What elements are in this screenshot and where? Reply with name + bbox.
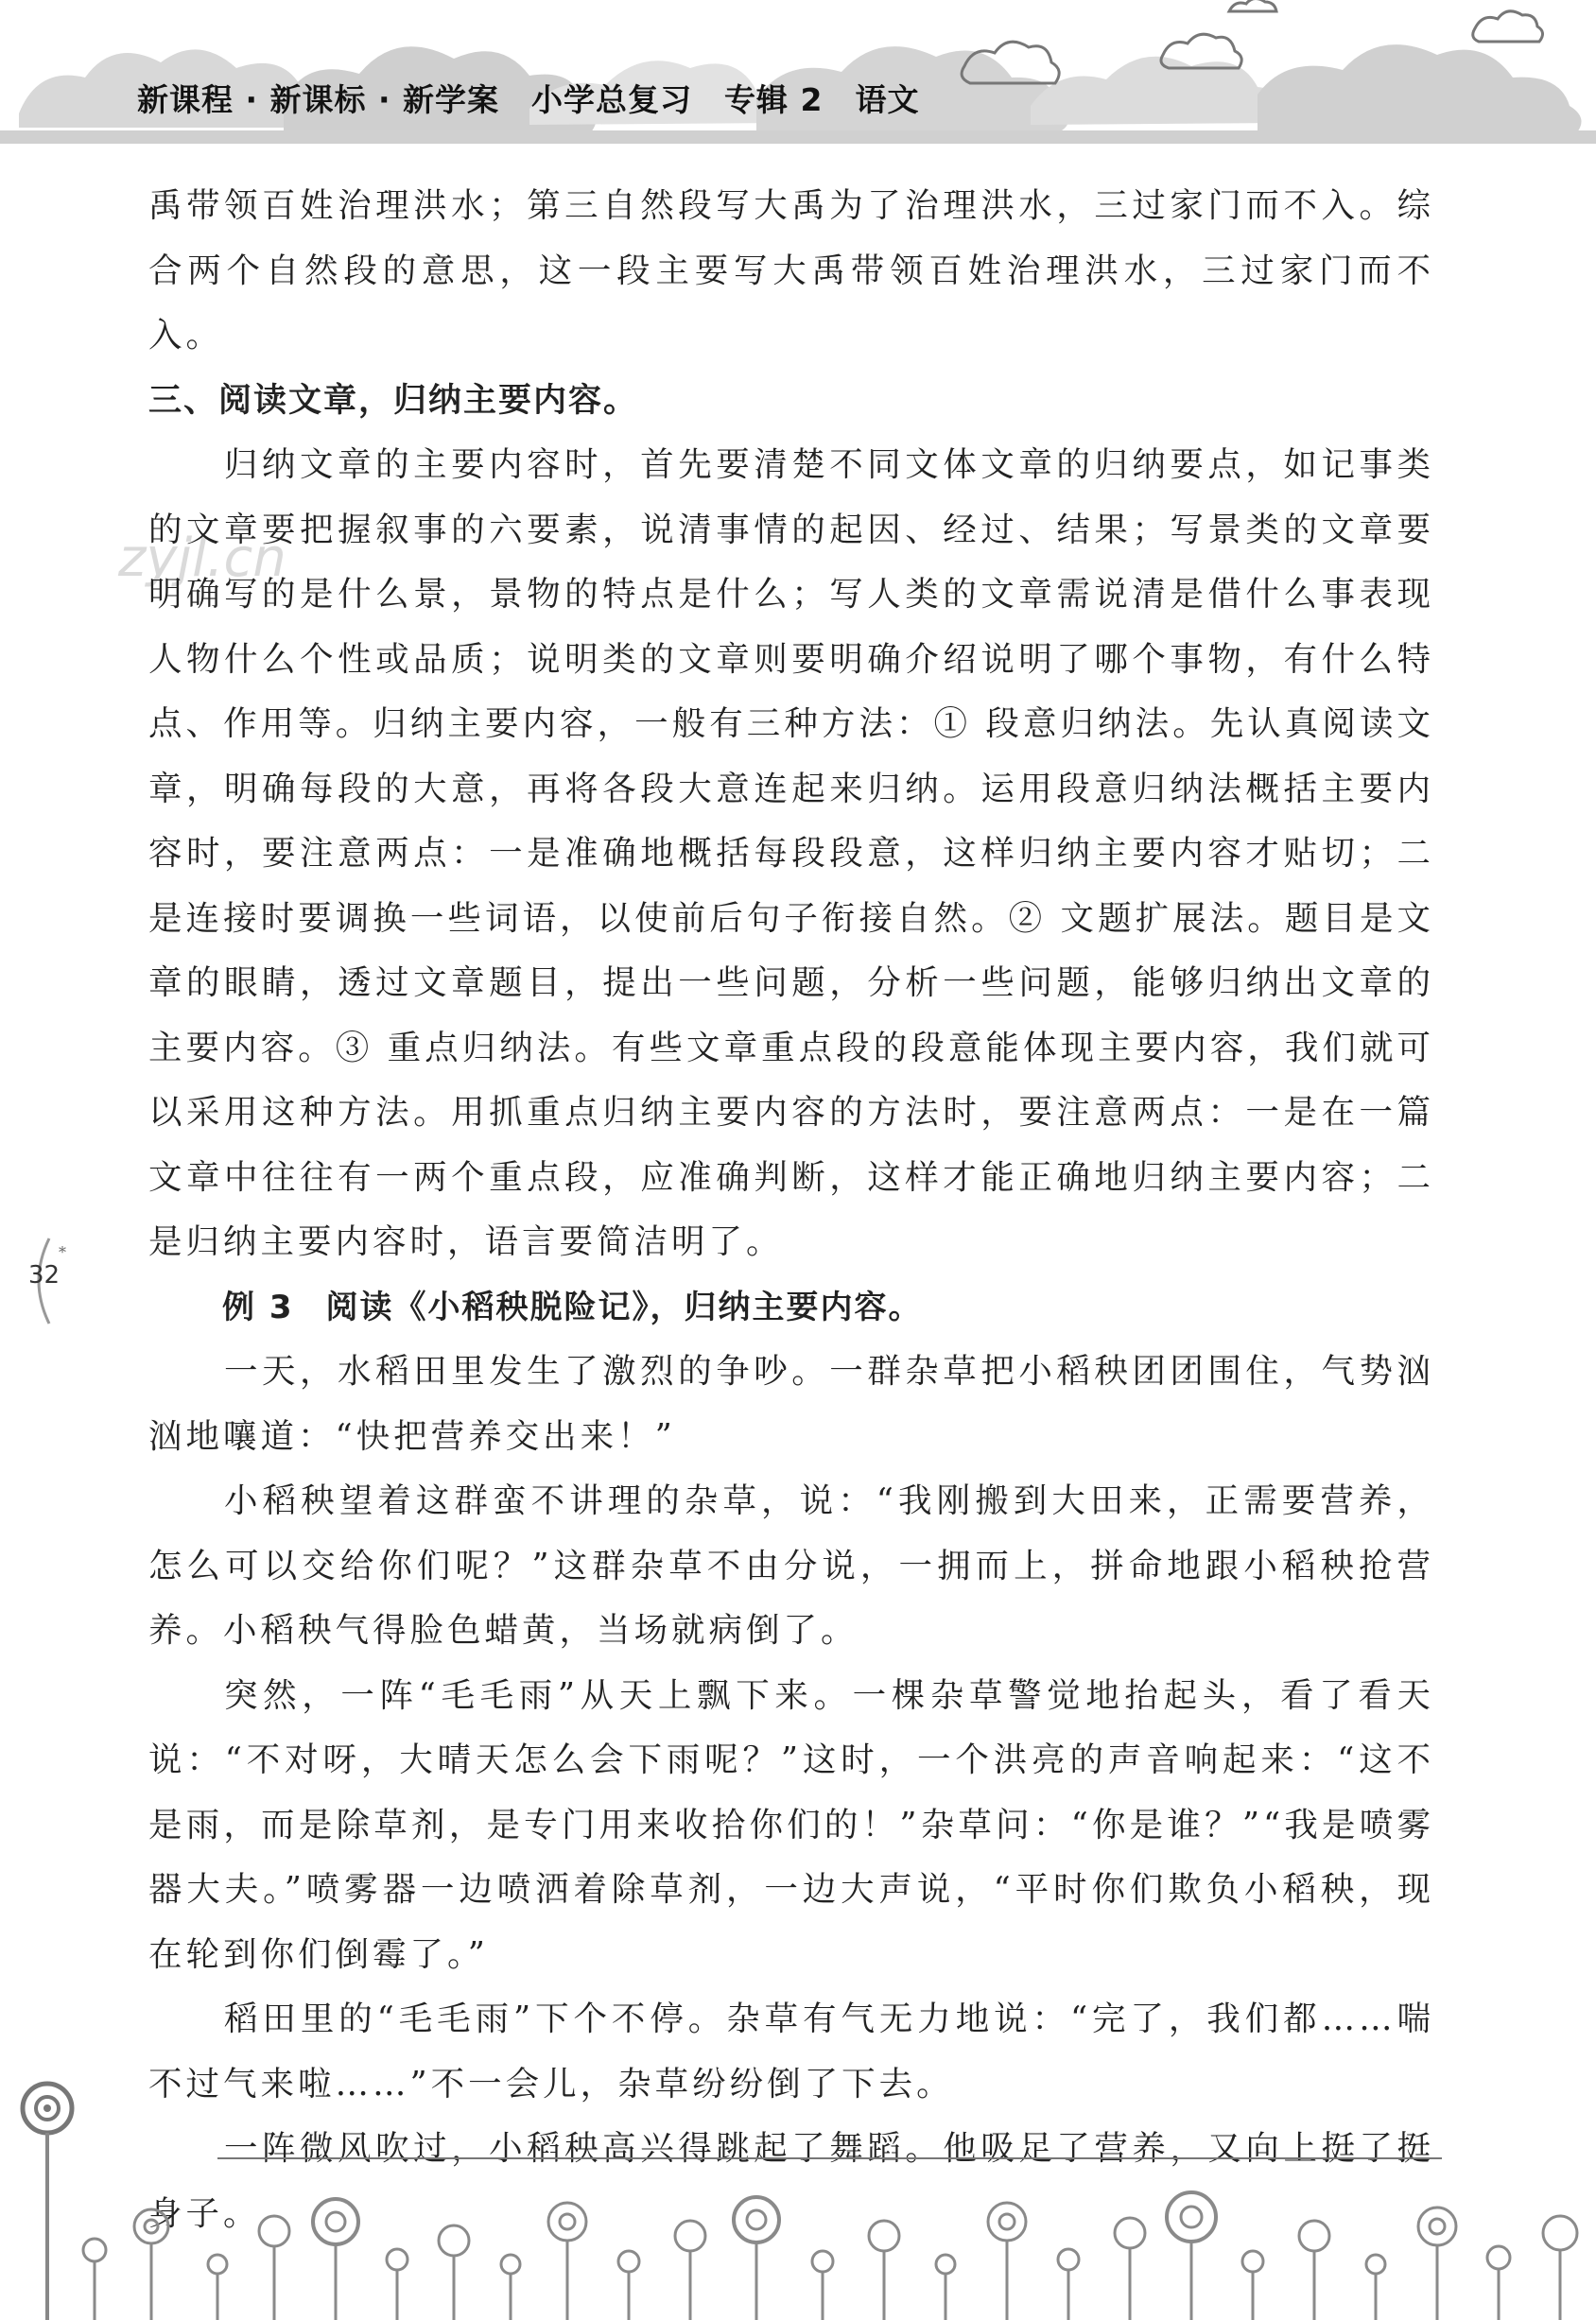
main-text (148, 174, 1434, 2246)
method-paragraph: 归纳文章的主要内容时，首先要清楚不同文体文章的归纳要点，如记事类的文章要把握叙事的六要素，说清事情的起因、经过、结果；写景类的文章要明确写的是什么景，景物的特点是什么；写人类的文章需说清是借什么事表现人物什么个性或品质；说明类的文章则要明确介绍说明了哪个事物，有什么特点、作用等。归纳主要内容，一般有三种方法：① 段意归纳法。先认真阅读文章，明确每段的大意，再将各段大意连起来归纳。运用段意归纳法概括主要内容时，要注意两点：一是准确地概括每段段意，这样归纳主要内容才贴切；二是连接时要调换一些词语，以使前后句子衔接自然。② 文题扩展法。题目是文章的眼睛，透过文章题目，提出一些问题，分析一些问题，能够归纳出文章的主要内容。③ 重点归纳法。有些文章重点段的段意能体现主要内容，我们就可以采用这种方法。用抓重点归纳主要内容的方法时，要注意两点：一是在一篇文章中往往有一两个重点段，应准确判断，这样才能正确地归纳主要内容；二是归纳主要内容时，语言要简洁明了。 (148, 445, 1434, 1261)
story-paragraph-4: 稻田里的“毛毛雨”下个不停。杂草有气无力地说：“完了，我们都……喘不过气来啦……”不一会儿，杂草纷纷倒了下去。 (148, 2000, 1434, 2104)
section-heading: 三、阅读文章，归纳主要内容。 (148, 381, 639, 420)
story-paragraph-3: 突然，一阵“毛毛雨”从天上飘下来。一棵杂草警觉地抬起头，看了看天说：“不对呀，大晴天怎么会下雨呢？”这时，一个洪亮的声音响起来：“这不是雨，而是除草剂，是专门用来收拾你们的！”杂草问：“你是谁？”“我是喷雾器大夫。”喷雾器一边喷洒着除草剂，一边大声说，“平时你们欺负小稻秧，现在轮到你们倒霉了。” (148, 1675, 1434, 1974)
running-header: 新课程 · 新课标 · 新学案 小学总复习 专辑 2 语文 (137, 81, 920, 118)
bottom-divider (217, 2157, 1442, 2159)
page-number: 32 (28, 1261, 61, 1290)
story-paragraph-2: 小稻秧望着这群蛮不讲理的杂草，说：“我刚搬到大田来，正需要营养，怎么可以交给你们呢？”这群杂草不由分说，一拥而上，拼命地跟小稻秧抢营养。小稻秧气得脸色蜡黄，当场就病倒了。 (148, 1481, 1434, 1650)
example-title (148, 1275, 1434, 1341)
flower-border-decoration (0, 2174, 1596, 2320)
story-paragraph-1: 一天，水稻田里发生了激烈的争吵。一群杂草把小稻秧团团围住，气势汹汹地嚷道：“快把营养交出来！” (148, 1352, 1434, 1456)
story-paragraph-5: 一阵微风吹过，小稻秧高兴得跳起了舞蹈。他吸足了营养，又向上挺了挺身子。 (148, 2129, 1434, 2233)
watermark: zyjl.cn (118, 528, 286, 589)
svg-text:*: * (59, 1243, 66, 1261)
paragraph-continuation: 禹带领百姓治理洪水；第三自然段写大禹为了治理洪水，三过家门而不入。综合两个自然段的意思，这一段主要写大禹带领百姓治理洪水，三过家门而不入。 (148, 186, 1434, 355)
example-instruction: 阅读《小稻秧脱险记》，归纳主要内容。 (325, 1288, 923, 1326)
example-label: 例 3 (222, 1288, 294, 1326)
